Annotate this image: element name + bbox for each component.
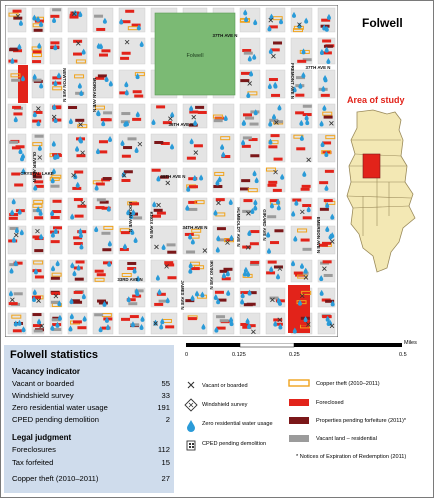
pending-forfeiture-parcel <box>51 277 60 280</box>
legend-right-icons <box>288 379 310 449</box>
foreclosed-parcel <box>33 50 42 53</box>
pending-forfeiture-parcel <box>98 74 107 77</box>
pending-forfeiture-parcel <box>247 303 256 306</box>
stat-value-foreclosures: 112 <box>157 445 170 454</box>
foreclosed-parcel <box>325 170 334 173</box>
foreclosed-parcel <box>271 134 280 137</box>
foreclosed-parcel <box>50 41 59 44</box>
vacant-land-parcel <box>35 135 44 138</box>
vacant-land-parcel <box>216 315 225 318</box>
vacancy-heading: Vacancy indicator <box>12 367 81 376</box>
foreclosed-parcel <box>53 226 62 229</box>
foreclosed-parcel <box>243 199 252 202</box>
vacant-land-parcel <box>14 292 23 295</box>
foreclosed-parcel <box>32 120 41 123</box>
foreclosed-parcel <box>241 72 250 75</box>
foreclosed-parcel <box>302 185 311 188</box>
pending-forfeiture-swatch <box>289 417 309 424</box>
pending-forfeiture-parcel <box>154 209 163 212</box>
foreclosed-parcel <box>187 157 196 160</box>
foreclosed-parcel <box>35 275 44 278</box>
foreclosed-parcel <box>9 217 18 220</box>
building-icon <box>187 441 195 450</box>
vacant-land-parcel <box>128 302 137 305</box>
foreclosed-parcel <box>134 95 143 98</box>
foreclosed-parcel <box>75 215 84 218</box>
city-block <box>8 198 26 220</box>
foreclosed-parcel <box>16 145 25 148</box>
foreclosed-parcel <box>297 60 306 63</box>
street-label: LOGAN AVE N <box>128 201 133 233</box>
stat-label-vacant: Vacant or boarded <box>12 379 74 388</box>
foreclosed-parcel <box>74 198 83 201</box>
foreclosed-parcel <box>103 118 112 121</box>
foreclosed-parcel <box>188 317 197 320</box>
vacant-land-parcel <box>267 215 276 218</box>
street-label: 36TH AVE N <box>168 122 194 127</box>
stat-value-windshield: 33 <box>161 391 170 400</box>
pending-forfeiture-parcel <box>195 106 204 109</box>
street-label: OLIVER AVE N <box>32 151 37 183</box>
stat-label-windshield: Windshield survey <box>12 391 74 400</box>
legend-label-vacant-land: Vacant land – residential <box>316 436 377 442</box>
scale-tick-05: 0.5 <box>399 352 407 358</box>
street-label: CRYSTAL LAKE <box>20 171 54 176</box>
vacant-land-parcel <box>303 248 312 251</box>
foreclosed-parcel <box>268 145 277 148</box>
x-mark-icon <box>188 382 194 388</box>
foreclosed-parcel <box>156 105 165 108</box>
city-block <box>183 288 207 307</box>
pending-forfeiture-parcel <box>124 170 133 173</box>
foreclosed-parcel <box>76 260 85 263</box>
vacant-land-parcel <box>52 8 61 11</box>
diamond-x-icon <box>185 399 197 411</box>
stat-value-demolition: 2 <box>165 415 170 424</box>
foreclosed-parcel <box>198 111 207 114</box>
street-label: IRVING AVE N <box>209 260 214 290</box>
vacant-land-parcel <box>324 274 333 277</box>
pending-forfeiture-parcel <box>123 146 132 149</box>
vacant-land-parcel <box>245 117 254 120</box>
foreclosed-parcel <box>157 212 166 215</box>
foreclosed-parcel <box>125 10 134 13</box>
city-block <box>119 38 145 64</box>
vacant-land-parcel <box>9 141 18 144</box>
vacant-land-parcel <box>103 111 112 114</box>
copper-theft-swatch <box>289 380 309 386</box>
vacant-land-parcel <box>220 319 229 322</box>
scale-tick-0: 0 <box>185 352 189 358</box>
foreclosed-parcel <box>269 78 278 81</box>
stat-value-tax-forfeited: 15 <box>161 458 170 467</box>
foreclosed-parcel <box>73 320 82 323</box>
foreclosed-parcel <box>321 94 330 97</box>
foreclosed-parcel <box>9 302 18 305</box>
foreclosed-parcel <box>217 327 226 330</box>
city-block <box>183 226 207 254</box>
pending-forfeiture-parcel <box>33 313 42 316</box>
vacant-land-parcel <box>188 208 197 211</box>
foreclosed-parcel <box>243 113 252 116</box>
foreclosed-parcel <box>273 189 282 192</box>
street-label: FREMONT AVE N <box>290 63 295 99</box>
city-block <box>213 168 234 192</box>
city-block <box>50 8 62 32</box>
vacant-land-parcel <box>243 136 252 139</box>
stat-label-foreclosures: Foreclosures <box>12 445 56 454</box>
foreclosed-parcel <box>34 216 43 219</box>
foreclosed-parcel <box>301 239 310 242</box>
foreclosed-parcel <box>242 49 251 52</box>
legend-footnote: * Notices of Expiration of Redemption (2011) <box>296 454 407 460</box>
foreclosed-parcel <box>96 28 105 31</box>
street-label: MORGAN AVE N <box>92 77 97 113</box>
pending-forfeiture-parcel <box>320 208 329 211</box>
foreclosed-parcel <box>295 94 304 97</box>
street-label: EMERSON AVE N <box>316 216 321 254</box>
vacant-land-parcel <box>214 119 223 122</box>
area-of-study-label: Area of study <box>347 95 405 105</box>
map-title: Folwell <box>362 16 403 30</box>
neighborhood-map <box>5 5 338 337</box>
legal-heading: Legal judgment <box>12 433 72 442</box>
pending-forfeiture-parcel <box>167 251 176 254</box>
pending-forfeiture-parcel <box>241 179 250 182</box>
park-label: Folwell <box>186 53 204 59</box>
foreclosed-parcel <box>12 106 21 109</box>
legend-label-foreclosed: Foreclosed <box>316 400 344 406</box>
foreclosed-parcel <box>121 179 130 182</box>
foreclosed-parcel <box>11 173 20 176</box>
foreclosed-parcel <box>13 10 22 13</box>
foreclosed-parcel <box>165 325 174 328</box>
foreclosed-parcel <box>99 140 108 143</box>
foreclosed-parcel <box>154 303 163 306</box>
pending-forfeiture-parcel <box>250 154 259 157</box>
stat-value-copper: 27 <box>161 474 170 483</box>
pending-forfeiture-parcel <box>34 29 43 32</box>
vacant-land-parcel <box>101 232 110 235</box>
vacant-land-swatch <box>289 435 309 442</box>
vacant-land-parcel <box>11 79 20 82</box>
vacant-land-parcel <box>128 137 137 140</box>
pending-forfeiture-parcel <box>217 227 226 230</box>
foreclosed-parcel <box>324 199 333 202</box>
pending-forfeiture-parcel <box>10 48 19 51</box>
foreclosed-parcel <box>189 185 198 188</box>
stat-label-tax-forfeited: Tax forfeited <box>12 458 54 467</box>
scale-tick-0125: 0.125 <box>232 352 246 358</box>
street-label: JAMES AVE N <box>180 280 185 310</box>
pending-forfeiture-parcel <box>154 141 163 144</box>
foreclosed-parcel <box>95 206 104 209</box>
pending-forfeiture-parcel <box>68 106 77 109</box>
street-label: 37TH AVE N <box>212 33 238 38</box>
vacant-land-parcel <box>186 250 195 253</box>
foreclosed-parcel <box>130 315 139 318</box>
street-label: 35TH AVE N <box>160 174 186 179</box>
foreclosed-parcel <box>121 318 130 321</box>
city-block <box>183 260 207 282</box>
stat-value-water: 191 <box>157 403 170 412</box>
legend-label-forfeiture: Properties pending forfeiture (2011)* <box>316 418 407 424</box>
street-label: 33RD AVE N <box>117 277 143 282</box>
foreclosed-parcel <box>250 242 259 245</box>
vacant-land-parcel <box>121 112 130 115</box>
legend-label-water: Zero residential water usage <box>202 421 273 427</box>
foreclosed-parcel <box>13 112 22 115</box>
pending-forfeiture-parcel <box>13 17 22 20</box>
vacant-land-parcel <box>97 198 106 201</box>
foreclosed-parcel <box>194 144 203 147</box>
city-block <box>213 104 234 128</box>
pending-forfeiture-parcel <box>103 177 112 180</box>
street-label: NEWTON AVE N <box>62 68 67 102</box>
pending-forfeiture-parcel <box>75 278 84 281</box>
foreclosed-parcel <box>122 52 131 55</box>
foreclosed-large-parcel <box>18 65 28 103</box>
city-block <box>318 70 335 98</box>
stat-label-water: Zero residential water usage <box>12 403 108 412</box>
foreclosed-parcel <box>250 261 259 264</box>
legend-label-vacant: Vacant or boarded <box>202 383 248 389</box>
legend-label-copper: Copper theft (2010–2011) <box>316 381 380 387</box>
foreclosed-parcel <box>77 326 86 329</box>
stats-panel <box>4 345 174 493</box>
foreclosed-parcel <box>270 241 279 244</box>
foreclosed-parcel <box>274 158 283 161</box>
locator-inset-map <box>343 106 421 278</box>
pending-forfeiture-parcel <box>273 41 282 44</box>
foreclosed-parcel <box>95 270 104 273</box>
county-outline <box>347 110 415 272</box>
foreclosed-parcel <box>50 15 59 18</box>
foreclosed-parcel <box>51 240 60 243</box>
pending-forfeiture-parcel <box>324 116 333 119</box>
foreclosed-parcel <box>302 204 311 207</box>
foreclosed-parcel <box>101 49 110 52</box>
foreclosed-parcel <box>167 276 176 279</box>
vacant-land-parcel <box>167 243 176 246</box>
street-label: HUMBOLDT AVE N <box>236 207 241 247</box>
foreclosed-parcel <box>152 169 161 172</box>
stats-title: Folwell statistics <box>10 349 99 361</box>
street-label: 34TH AVE N <box>182 225 208 230</box>
stat-label-demolition: CPED pending demolition <box>12 415 99 424</box>
foreclosed-parcel <box>96 183 105 186</box>
pending-forfeiture-parcel <box>127 262 136 265</box>
vacant-land-parcel <box>303 105 312 108</box>
pending-forfeiture-parcel <box>213 185 222 188</box>
foreclosed-parcel <box>53 200 62 203</box>
street-label: 37TH AVE N <box>305 65 331 70</box>
vacant-land-parcel <box>94 313 103 316</box>
pending-forfeiture-parcel <box>34 249 43 252</box>
scale-tick-025: 0.25 <box>289 352 300 358</box>
foreclosed-parcel <box>322 40 331 43</box>
foreclosed-parcel <box>268 181 277 184</box>
foreclosed-parcel <box>303 216 312 219</box>
pending-forfeiture-parcel <box>75 119 84 122</box>
foreclosed-parcel <box>99 54 108 57</box>
foreclosed-parcel <box>164 261 173 264</box>
foreclosed-parcel <box>77 205 86 208</box>
foreclosed-parcel <box>122 155 131 158</box>
foreclosed-swatch <box>289 399 309 406</box>
pending-forfeiture-parcel <box>240 187 249 190</box>
foreclosed-parcel <box>271 94 280 97</box>
foreclosed-parcel <box>73 53 82 56</box>
vacant-land-parcel <box>133 216 142 219</box>
foreclosed-parcel <box>120 57 129 60</box>
scale-unit: Miles <box>404 340 417 346</box>
legend-label-windshield: Windshield survey <box>202 402 248 408</box>
legend-label-demolition: CPED pending demolition <box>202 441 267 447</box>
foreclosed-parcel <box>250 230 259 233</box>
foreclosed-parcel <box>14 183 23 186</box>
street-label: GIRARD AVE N <box>262 209 267 241</box>
foreclosed-parcel <box>13 329 22 332</box>
foreclosed-parcel <box>32 60 41 63</box>
foreclosed-parcel <box>133 90 142 93</box>
foreclosed-parcel <box>268 184 277 187</box>
foreclosed-parcel <box>268 261 277 264</box>
pending-forfeiture-parcel <box>324 45 333 48</box>
foreclosed-parcel <box>97 273 106 276</box>
foreclosed-parcel <box>74 171 83 174</box>
foreclosed-parcel <box>301 188 310 191</box>
vacant-land-parcel <box>51 185 60 188</box>
foreclosed-parcel <box>296 147 305 150</box>
vacant-land-parcel <box>34 329 43 332</box>
street-label: KNOX AVE N <box>149 211 154 239</box>
city-block <box>119 104 145 128</box>
foreclosed-parcel <box>294 272 303 275</box>
vacant-land-parcel <box>244 52 253 55</box>
foreclosed-parcel <box>216 198 225 201</box>
city-block <box>32 70 44 98</box>
water-drop-icon <box>187 420 195 432</box>
vacant-land-parcel <box>94 15 103 18</box>
vacant-land-parcel <box>250 123 259 126</box>
stat-value-vacant: 55 <box>161 379 170 388</box>
foreclosed-parcel <box>319 181 328 184</box>
foreclosed-parcel <box>74 291 83 294</box>
pending-forfeiture-parcel <box>102 248 111 251</box>
foreclosed-parcel <box>215 291 224 294</box>
foreclosed-parcel <box>323 260 332 263</box>
stat-label-copper: Copper theft (2010–2011) <box>12 474 99 483</box>
legend-left-icons <box>184 378 200 458</box>
foreclosed-parcel <box>51 216 60 219</box>
study-area-highlight <box>363 154 380 178</box>
foreclosed-parcel <box>132 118 141 121</box>
foreclosed-parcel <box>51 292 60 295</box>
pending-forfeiture-parcel <box>274 229 283 232</box>
